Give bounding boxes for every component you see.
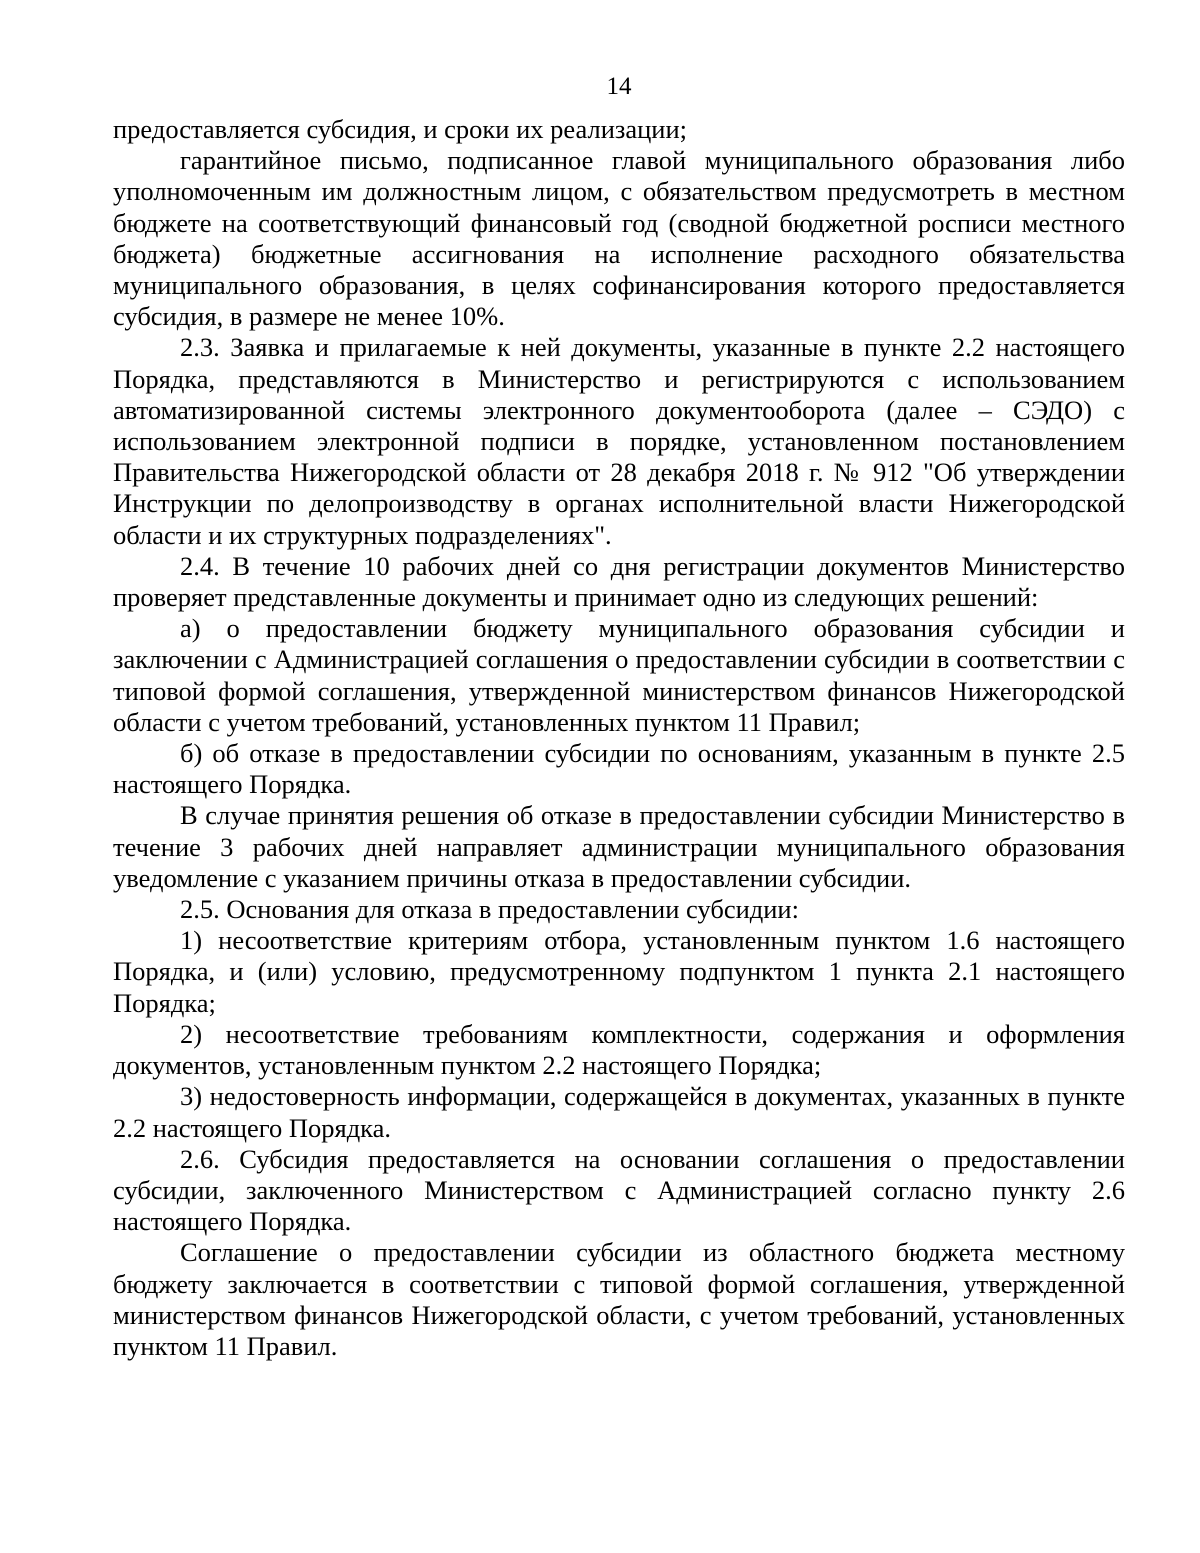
- paragraph-continuation: предоставляется субсидия, и сроки их реализации;: [113, 114, 688, 144]
- paragraph-2-4-a: а) о предоставлении бюджету муниципального образования субсидии и заключении с Администрацией соглашения о предоставлении субсидии в соответствии с типовой формой соглашения, утвержденной министерством финансов Нижегородской области с учетом требований, установленных пунктом 11 Правил;: [113, 613, 1125, 737]
- paragraph-2-5-item-1: 1) несоответствие критериям отбора, установленным пунктом 1.6 настоящего Порядка, и (или) условию, предусмотренному подпунктом 1 пункта 2.1 настоящего Порядка;: [113, 925, 1125, 1018]
- paragraph-guarantee-letter: гарантийное письмо, подписанное главой муниципального образования либо уполномоченным им должностным лицом, с обязательством предусмотреть в местном бюджете на соответствующий финансовый год (сводной бюджетной росписи местного бюджета) бюджетные ассигнования на исполнение расходного обязательства муниципального образования, в целях софинансирования которого предоставляется субсидия, в размере не менее 10%.: [113, 145, 1125, 332]
- document-body: [113, 114, 1125, 1362]
- paragraph-agreement: Соглашение о предоставлении субсидии из областного бюджета местному бюджету заключается в соответствии с типовой формой соглашения, утвержденной министерством финансов Нижегородской области, с учетом требований, установленных пунктом 11 Правил.: [113, 1237, 1125, 1361]
- paragraph-2-5: 2.5. Основания для отказа в предоставлении субсидии:: [180, 894, 799, 925]
- paragraph-2-4: 2.4. В течение 10 рабочих дней со дня регистрации документов Министерство проверяет представленные документы и принимает одно из следующих решений:: [113, 550, 1125, 613]
- paragraph-2-6: 2.6. Субсидия предоставляется на основании соглашения о предоставлении субсидии, заключенного Министерством с Администрацией согласно пункту 2.6 настоящего Порядка.: [113, 1143, 1125, 1237]
- page-number: 14: [606, 73, 632, 100]
- paragraph-2-5-item-2: 2) несоответствие требованиям комплектности, содержания и оформления документов, установленным пунктом 2.2 настоящего Порядка;: [113, 1018, 1125, 1081]
- paragraph-2-3: 2.3. Заявка и прилагаемые к ней документы, указанные в пункте 2.2 настоящего Порядка, представляются в Министерство и регистрируются с использованием автоматизированной системы электронного документооборота (далее – СЭДО) с использованием электронной подписи в порядке, установленном постановлением Правительства Нижегородской области от 28 декабря 2018 г. № 912 "Об утверждении Инструкции по делопроизводству в органах исполнительной власти Нижегородской области и их структурных подразделениях".: [113, 332, 1125, 550]
- paragraph-2-5-item-3: 3) недостоверность информации, содержащейся в документах, указанных в пункте 2.2 настоящего Порядка.: [113, 1081, 1125, 1143]
- paragraph-2-4-b: б) об отказе в предоставлении субсидии по основаниям, указанным в пункте 2.5 настоящего Порядка.: [113, 738, 1125, 800]
- paragraph-refusal-notice: В случае принятия решения об отказе в предоставлении субсидии Министерство в течение 3 рабочих дней направляет администрации муниципального образования уведомление с указанием причины отказа в предоставлении субсидии.: [113, 800, 1125, 893]
